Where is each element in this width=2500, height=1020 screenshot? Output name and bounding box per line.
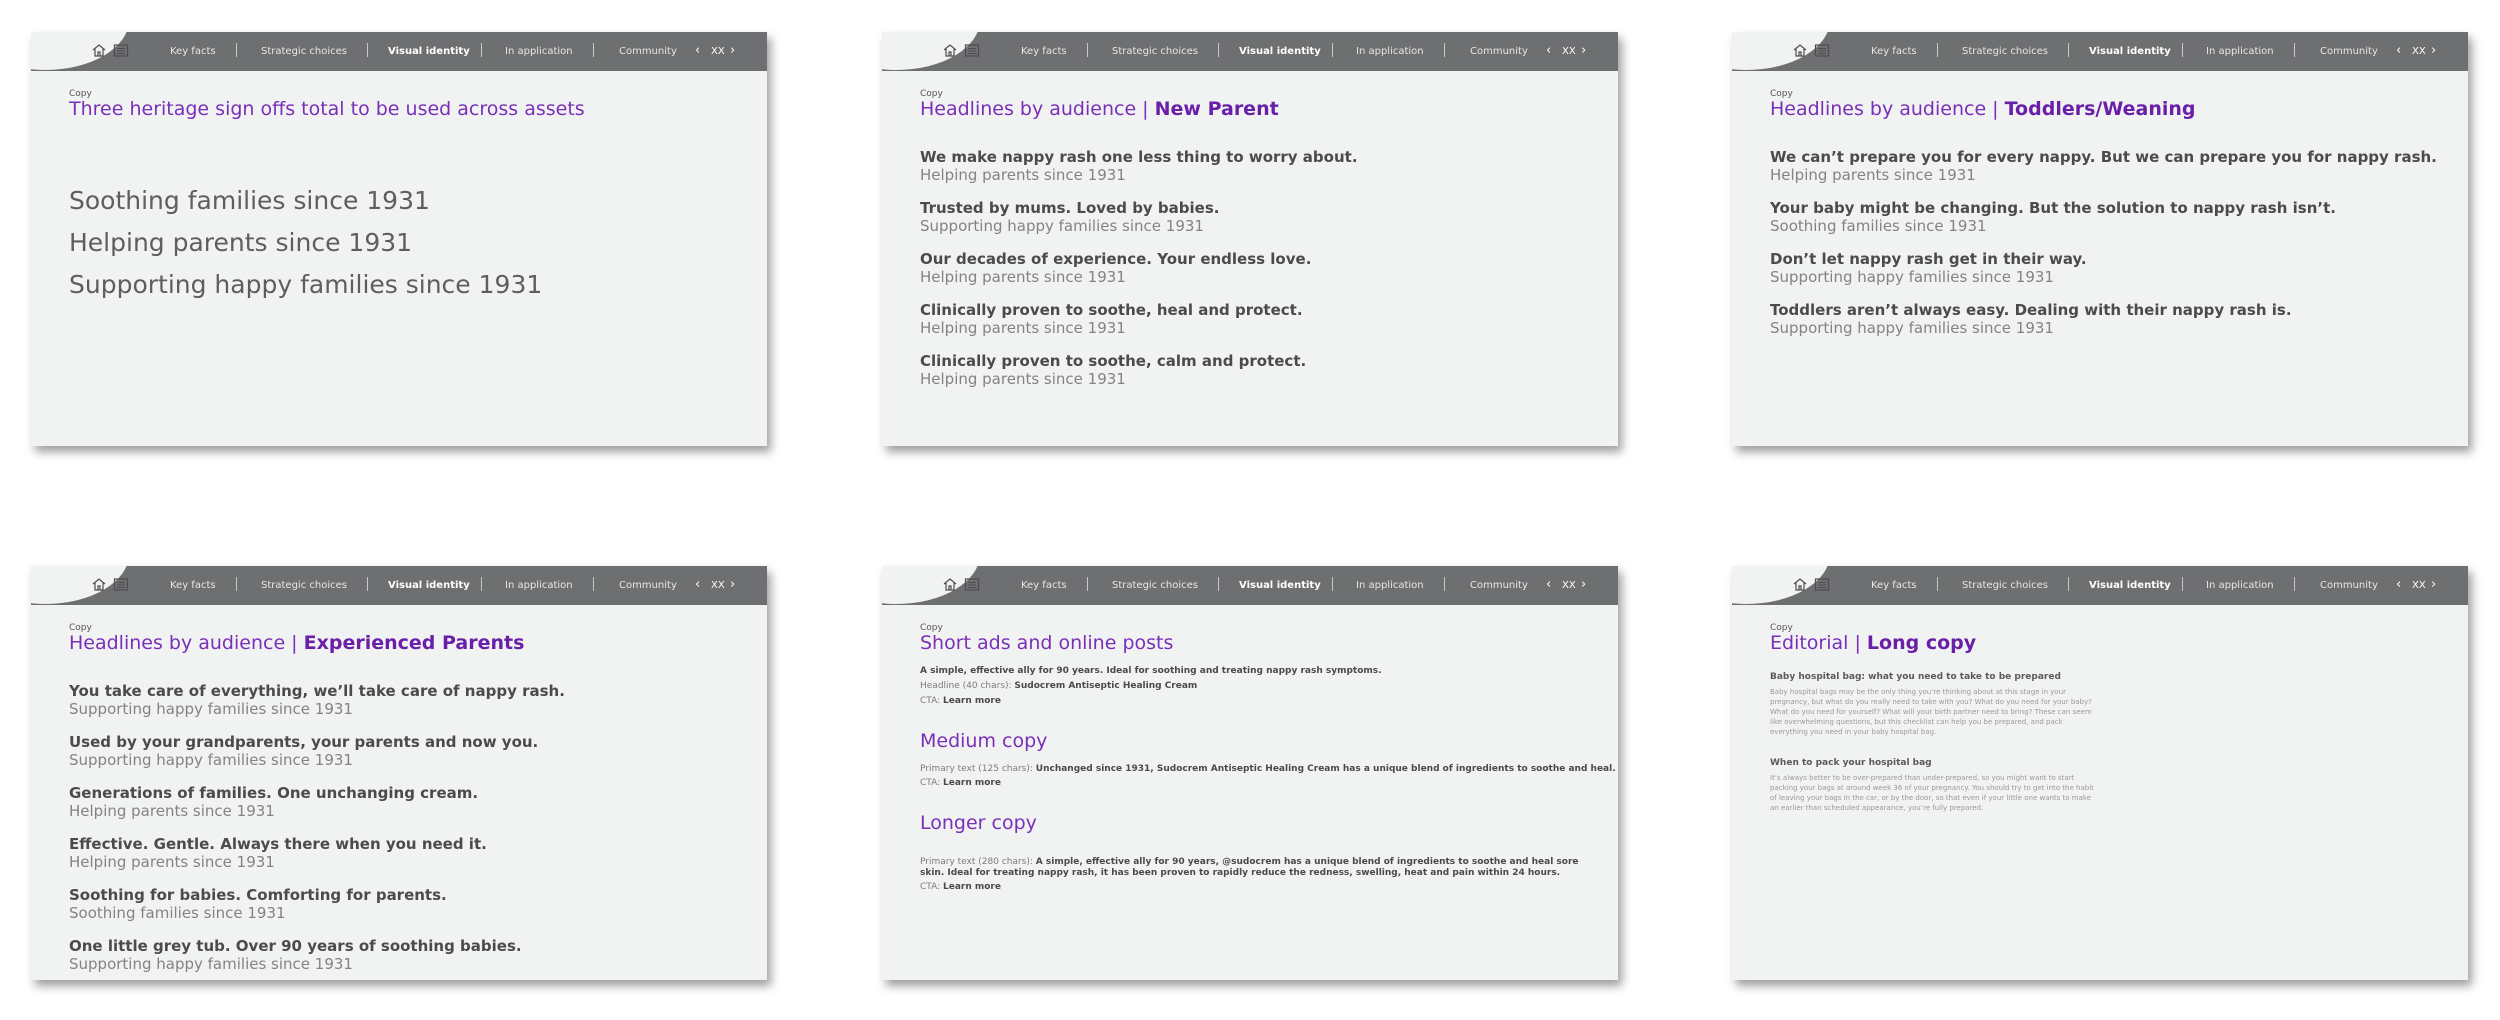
slide-headlines-experienced [31,566,767,980]
chevron-left-icon[interactable]: ‹ [1546,577,1552,592]
eyebrow: Copy [920,623,943,633]
editorial-body: It’s always better to be over-prepared than under-prepared, so you might want to start packing your bags at around week 36 of your pregnancy. You should try to get into the habit of leaving your bags in the car, or by the door, so that even if your little one wants to make an earlier than scheduled appearance, you’re fully prepared. [1770,774,2094,812]
slide-title [1770,632,1976,654]
nav-item[interactable]: Key facts [170,46,216,57]
headline-text: Your baby might be changing. But the solution to nappy rash isn’t. [1770,199,2336,217]
headline-item [920,250,1358,287]
signoff-line: Helping parents since 1931 [69,228,413,257]
headline-list [1770,148,2437,352]
headline-signoff: Helping parents since 1931 [69,802,275,820]
pager-label: XX [2412,580,2426,591]
top-nav [31,32,767,71]
nav-item[interactable]: Key facts [1021,46,1067,57]
list-icon[interactable] [964,577,980,592]
signoff-line: Soothing families since 1931 [69,186,430,215]
headline-text: Effective. Gentle. Always there when you need it. [69,835,487,853]
home-icon[interactable] [942,43,958,58]
headline-signoff: Helping parents since 1931 [920,370,1126,388]
short-copy-line: A simple, effective ally for 90 years. Ideal for soothing and treating nappy rash symptoms. [920,666,1382,676]
headline-text: One little grey tub. Over 90 years of soothing babies. [69,937,522,955]
nav-separator [367,43,368,57]
pager [2396,43,2444,59]
home-icon[interactable] [1792,43,1808,58]
pager-label: XX [2412,46,2426,57]
medium-copy-text: Primary text (125 chars): Unchanged since 1931, Sudocrem Antiseptic Healing Cream has a unique blend of ingredients to soothe and heal. [920,764,1616,774]
headline-signoff: Supporting happy families since 1931 [1770,268,2054,286]
headline-item [1770,199,2437,236]
headline-signoff: Supporting happy families since 1931 [920,217,1204,235]
eyebrow: Copy [920,89,943,99]
nav-item[interactable]: Community [1470,46,1528,57]
eyebrow: Copy [69,623,92,633]
headline-signoff: Supporting happy families since 1931 [1770,319,2054,337]
pager [1546,43,1594,59]
headline-text: You take care of everything, we’ll take care of nappy rash. [69,682,565,700]
headline-item [69,784,565,821]
headline-item [1770,301,2437,338]
top-nav [882,566,1618,605]
top-nav [1732,566,2468,605]
headline-signoff: Helping parents since 1931 [920,268,1126,286]
nav-separator [1218,577,1219,591]
pager [2396,577,2444,593]
chevron-left-icon[interactable]: ‹ [695,43,701,58]
longer-copy-text: Primary text (280 chars): A simple, effective ally for 90 years, @sudocrem has a unique blend of ingredients to soothe and heal sore skin. Ideal for treating nappy rash, it has been proven to rapidly reduce the redness, swelling, heat and pain within 24 hours. [920,857,1579,878]
headline-text: Our decades of experience. Your endless love. [920,250,1312,268]
headline-signoff: Soothing families since 1931 [69,904,286,922]
chevron-right-icon[interactable]: › [1581,43,1587,58]
headline-text: Clinically proven to soothe, calm and protect. [920,352,1307,370]
home-icon[interactable] [1792,577,1808,592]
headline-signoff: Supporting happy families since 1931 [69,751,353,769]
nav-item[interactable]: Strategic choices [1112,46,1198,57]
editorial-heading: Baby hospital bag: what you need to take to be prepared [1770,672,2061,682]
headline-signoff: Helping parents since 1931 [69,853,275,871]
title-prefix: Headlines by audience | [920,98,1155,120]
pager [1546,577,1594,593]
nav-item[interactable]: Visual identity [1239,580,1321,591]
nav-item[interactable]: Strategic choices [261,46,347,57]
slide-title [1770,98,2196,120]
slide-title [920,98,1279,120]
nav-separator [481,577,482,591]
longer-copy-heading: Longer copy [920,812,1037,834]
headline-item [920,199,1358,236]
headline-item [920,352,1358,389]
headline-text: Clinically proven to soothe, heal and protect. [920,301,1303,319]
medium-copy-heading: Medium copy [920,730,1048,752]
nav-item[interactable]: In application [2206,580,2274,591]
title-subject: Long copy [1866,632,1977,654]
eyebrow: Copy [1770,623,1793,633]
nav-item[interactable]: Visual identity [388,46,470,57]
home-icon[interactable] [91,43,107,58]
headline-signoff: Helping parents since 1931 [1770,166,1976,184]
editorial-heading: When to pack your hospital bag [1770,758,1932,768]
home-icon[interactable] [942,577,958,592]
nav-separator [1087,577,1088,591]
nav-separator [1332,577,1333,591]
nav-separator [1332,43,1333,57]
headline-signoff: Supporting happy families since 1931 [69,700,353,718]
nav-separator [1444,577,1445,591]
eyebrow: Copy [1770,89,1793,99]
nav-item[interactable]: In application [505,580,573,591]
headline-signoff: Helping parents since 1931 [920,319,1126,337]
nav-item[interactable]: Community [2320,580,2378,591]
headline-item [1770,250,2437,287]
chevron-right-icon[interactable]: › [730,43,736,58]
nav-separator [2182,577,2183,591]
nav-item[interactable]: Visual identity [2089,46,2171,57]
slide-title: Three heritage sign offs total to be used across assets [69,98,585,120]
headline-signoff: Helping parents since 1931 [920,166,1126,184]
chevron-left-icon[interactable]: ‹ [695,577,701,592]
nav-separator [2294,43,2295,57]
cta-line: CTA: Learn more [920,696,1001,706]
nav-separator [2068,577,2069,591]
nav-separator [593,577,594,591]
nav-item[interactable]: Key facts [1021,580,1067,591]
slide-title [69,632,524,654]
slide-editorial-long-copy [1732,566,2468,980]
chevron-left-icon[interactable]: ‹ [2396,577,2402,592]
nav-item[interactable]: Strategic choices [1962,46,2048,57]
headline-text: Used by your grandparents, your parents and now you. [69,733,539,751]
nav-separator [1937,577,1938,591]
nav-item[interactable]: Visual identity [1239,46,1321,57]
nav-item[interactable]: Key facts [1871,46,1917,57]
list-icon[interactable] [113,577,129,592]
headline-item [69,835,565,872]
nav-item[interactable]: Community [619,580,677,591]
slide-heritage-signoffs [31,32,767,446]
nav-item[interactable]: Strategic choices [261,580,347,591]
pager-label: XX [1562,580,1576,591]
nav-item[interactable]: Community [1470,580,1528,591]
nav-item[interactable]: In application [1356,46,1424,57]
headline-text: Soothing for babies. Comforting for parents. [69,886,447,904]
pager [695,577,743,593]
list-icon[interactable] [1814,43,1830,58]
nav-item[interactable]: Community [619,46,677,57]
pager [695,43,743,59]
nav-item[interactable]: In application [1356,580,1424,591]
chevron-right-icon[interactable]: › [2431,43,2437,58]
signoff-line: Supporting happy families since 1931 [69,270,543,299]
nav-separator [2294,577,2295,591]
pager-label: XX [711,46,725,57]
headline-text: We can’t prepare you for every nappy. But we can prepare you for nappy rash. [1770,148,2437,166]
list-icon[interactable] [113,43,129,58]
top-nav [31,566,767,605]
nav-item[interactable]: Key facts [170,580,216,591]
chevron-right-icon[interactable]: › [1581,577,1587,592]
slide-headlines-new-parent [882,32,1618,446]
top-nav [1732,32,2468,71]
cta-line: CTA: Learn more [920,778,1001,788]
title-audience: Experienced Parents [303,632,525,654]
nav-item[interactable]: Visual identity [2089,580,2171,591]
slide-headlines-toddlers [1732,32,2468,446]
nav-separator [367,577,368,591]
nav-separator [2068,43,2069,57]
title-prefix: Headlines by audience | [69,632,304,654]
headline-text: Toddlers aren’t always easy. Dealing with their nappy rash is. [1770,301,2292,319]
headline-item [69,733,565,770]
title-prefix: Headlines by audience | [1770,98,2005,120]
headline-list [920,148,1358,403]
home-icon[interactable] [91,577,107,592]
cta-line: CTA: Learn more [920,882,1001,892]
title-audience: Toddlers/Weaning [2004,98,2196,120]
nav-separator [1444,43,1445,57]
headline-signoff: Supporting happy families since 1931 [69,955,353,973]
nav-separator [236,43,237,57]
nav-separator [1218,43,1219,57]
headline-item [69,886,565,923]
headline-text: Generations of families. One unchanging cream. [69,784,479,802]
nav-separator [1087,43,1088,57]
nav-item[interactable]: In application [2206,46,2274,57]
nav-separator [1937,43,1938,57]
editorial-body: Baby hospital bags may be the only thing you’re thinking about at this stage in your pregnancy, but what do you really need to take with you? What do you need for your baby? What do you need for yourself? What will your birth partner need to bring? These can seem like overwhelming questions, but this checklist can help you be prepared, and pack everything you need in your baby hospital bag. [1770,688,2092,736]
title-prefix: Editorial | [1770,632,1867,654]
nav-item[interactable]: Strategic choices [1962,580,2048,591]
headline-text: We make nappy rash one less thing to worry about. [920,148,1358,166]
list-icon[interactable] [964,43,980,58]
slide-title: Short ads and online posts [920,632,1174,654]
title-audience: New Parent [1154,98,1279,120]
nav-item[interactable]: Key facts [1871,580,1917,591]
nav-item[interactable]: Visual identity [388,580,470,591]
headline-signoff: Soothing families since 1931 [1770,217,1987,235]
chevron-left-icon[interactable]: ‹ [1546,43,1552,58]
headline-item [1770,148,2437,185]
headline-item [69,937,565,974]
slide-short-ads [882,566,1618,980]
short-copy-headline: Headline (40 chars): Sudocrem Antiseptic Healing Cream [920,681,1198,691]
eyebrow: Copy [69,89,92,99]
chevron-right-icon[interactable]: › [730,577,736,592]
headline-item [69,682,565,719]
nav-separator [236,577,237,591]
top-nav [882,32,1618,71]
list-icon[interactable] [1814,577,1830,592]
chevron-left-icon[interactable]: ‹ [2396,43,2402,58]
chevron-right-icon[interactable]: › [2431,577,2437,592]
nav-separator [481,43,482,57]
nav-separator [593,43,594,57]
pager-label: XX [711,580,725,591]
headline-text: Don’t let nappy rash get in their way. [1770,250,2087,268]
headline-item [920,148,1358,185]
headline-list [69,682,565,980]
headline-item [920,301,1358,338]
nav-item[interactable]: Community [2320,46,2378,57]
nav-item[interactable]: In application [505,46,573,57]
nav-separator [2182,43,2183,57]
nav-item[interactable]: Strategic choices [1112,580,1198,591]
headline-text: Trusted by mums. Loved by babies. [920,199,1220,217]
pager-label: XX [1562,46,1576,57]
